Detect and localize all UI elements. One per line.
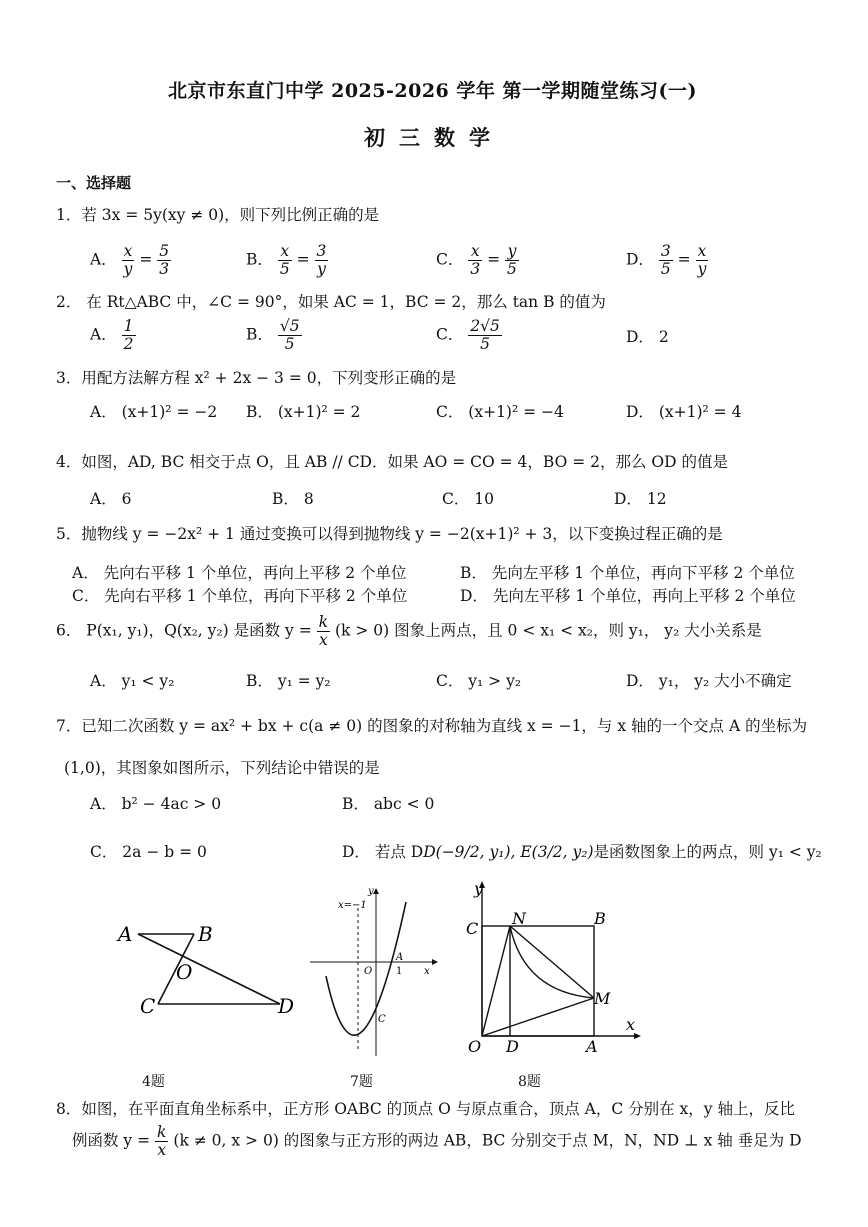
- fig4-label-c: C: [140, 994, 156, 1018]
- fig8-label-n: N: [512, 909, 526, 928]
- q6-option-c: C． y₁ > y₂: [436, 672, 522, 690]
- q6-option-d: D． y₁， y₂ 大小不确定: [626, 672, 792, 690]
- q3-option-c: C． (x+1)² = −4: [436, 403, 564, 421]
- question-3-stem: 3．用配方法解方程 x² + 2x − 3 = 0，下列变形正确的是: [56, 369, 457, 387]
- question-5-stem: 5．抛物线 y = −2x² + 1 通过变换可以得到抛物线 y = −2(x+1)² + 3，以下变换过程正确的是: [56, 525, 723, 543]
- q2-option-a: A． $\frac{1}{2}$: [90, 317, 134, 354]
- question-8-stem: 8．如图，在平面直角坐标系中，正方形 OABC 的顶点 O 与原点重合，顶点 A，C 分别在 x，y 轴上，反比: [56, 1100, 795, 1118]
- fig7-label-axis: x=−1: [338, 900, 367, 911]
- q1-option-b: B． $\frac{x}{5}$ = $\frac{3}{y}$: [246, 242, 327, 279]
- fig8-label-a: A: [586, 1037, 598, 1056]
- fig7-label-o: O: [364, 966, 373, 977]
- section-heading: 一、选择题: [56, 174, 132, 192]
- q3-option-b: B． (x+1)² = 2: [246, 403, 361, 421]
- q5-option-a: A． 先向右平移 1 个单位，再向上平移 2 个单位: [72, 564, 407, 582]
- fig7-label-a: A: [396, 952, 404, 963]
- q1-option-c: C． $\frac{x}{3}$ = $\frac{y}{5}$: [436, 242, 517, 279]
- fig8-label-y: y: [474, 880, 484, 898]
- question-7-stem-2: (1,0)，其图象如图所示，下列结论中错误的是: [64, 759, 380, 777]
- figure-7: [306, 886, 442, 1062]
- fig7-label-1: 1: [396, 966, 403, 977]
- q6-option-a: A． y₁ < y₂: [90, 672, 175, 690]
- question-8-stem-2: 例函数 y = $\frac{k}{x}$ (k ≠ 0, x > 0) 的图象与正方形的两边 AB，BC 分别交于点 M，N，ND ⊥ x 轴 垂足为 D: [72, 1123, 802, 1160]
- fig8-label-d: D: [506, 1037, 519, 1056]
- fig8-label-m: M: [594, 989, 611, 1008]
- figure-4: [112, 912, 302, 1022]
- fig8-label-x: x: [626, 1015, 636, 1034]
- fig7-label-x: x: [424, 966, 430, 977]
- fig4-label-a: A: [118, 922, 133, 946]
- q4-option-a: A． 6: [90, 490, 132, 508]
- figure-8: [448, 880, 648, 1056]
- q5-option-b: B． 先向左平移 1 个单位，再向下平移 2 个单位: [460, 564, 795, 582]
- q3-option-a: A． (x+1)² = −2: [90, 403, 218, 421]
- fig8-label-c: C: [466, 919, 479, 938]
- q4-option-c: C． 10: [442, 490, 495, 508]
- page-title: 北京市东直门中学 2025-2026 学年 第一学期随堂练习(一): [168, 80, 697, 102]
- q2-option-b: B． $\frac{√5}{5}$: [246, 317, 300, 354]
- question-7-stem: 7．已知二次函数 y = ax² + bx + c(a ≠ 0) 的图象的对称轴为直线 x = −1，与 x 轴的一个交点 A 的坐标为: [56, 717, 808, 735]
- fig4-label-o: O: [176, 960, 193, 984]
- question-1-stem: 1．若 3x = 5y(xy ≠ 0)，则下列比例正确的是: [56, 206, 380, 224]
- fig7-label-y: y: [368, 886, 374, 897]
- fig7-label-c: C: [378, 1014, 386, 1025]
- fig8-label-b: B: [594, 909, 606, 928]
- q7-option-b: B． abc < 0: [342, 795, 435, 813]
- question-2-stem: 2． 在 Rt△ABC 中，∠C = 90°，如果 AC = 1，BC = 2，那么 tan B 的值为: [56, 293, 606, 311]
- q7-option-c: C． 2a − b = 0: [90, 843, 207, 861]
- page-subtitle: 初三数学: [364, 125, 504, 150]
- fig4-label-d: D: [278, 994, 295, 1018]
- q7-option-d: D． 若点 DD(−9/2, y₁), E(3/2, y₂)是函数图象上的两点，则 y₁ < y₂: [342, 843, 822, 861]
- question-4-stem: 4．如图，AD, BC 相交于点 O，且 AB // CD．如果 AO = CO = 4，BO = 2，那么 OD 的值是: [56, 453, 728, 471]
- q6-option-b: B． y₁ = y₂: [246, 672, 331, 690]
- figure-7-caption: 7题: [350, 1074, 373, 1090]
- figure-8-caption: 8题: [518, 1074, 541, 1090]
- q2-option-c: C． $\frac{2√5}{5}$: [436, 317, 500, 354]
- question-6-stem: 6． P(x₁, y₁)，Q(x₂, y₂) 是函数 y = $\frac{k}{x}$ (k > 0) 图象上两点，且 0 < x₁ < x₂，则 y₁， y₂ 大小关系是: [56, 613, 762, 650]
- fig4-label-b: B: [198, 922, 213, 946]
- q5-option-d: D． 先向左平移 1 个单位，再向上平移 2 个单位: [460, 587, 796, 605]
- q5-option-c: C． 先向右平移 1 个单位，再向下平移 2 个单位: [72, 587, 408, 605]
- q7-option-a: A． b² − 4ac > 0: [90, 795, 222, 813]
- fig8-label-o: O: [468, 1037, 482, 1056]
- q2-option-d: D． 2: [626, 328, 669, 346]
- q1-option-d: D． $\frac{3}{5}$ = $\frac{x}{y}$: [626, 242, 707, 279]
- q4-option-d: D． 12: [614, 490, 667, 508]
- q1-option-a: A． $\frac{x}{y}$ = $\frac{5}{3}$: [90, 242, 170, 279]
- figure-4-caption: 4题: [142, 1074, 165, 1090]
- q4-option-b: B． 8: [272, 490, 314, 508]
- q3-option-d: D． (x+1)² = 4: [626, 403, 742, 421]
